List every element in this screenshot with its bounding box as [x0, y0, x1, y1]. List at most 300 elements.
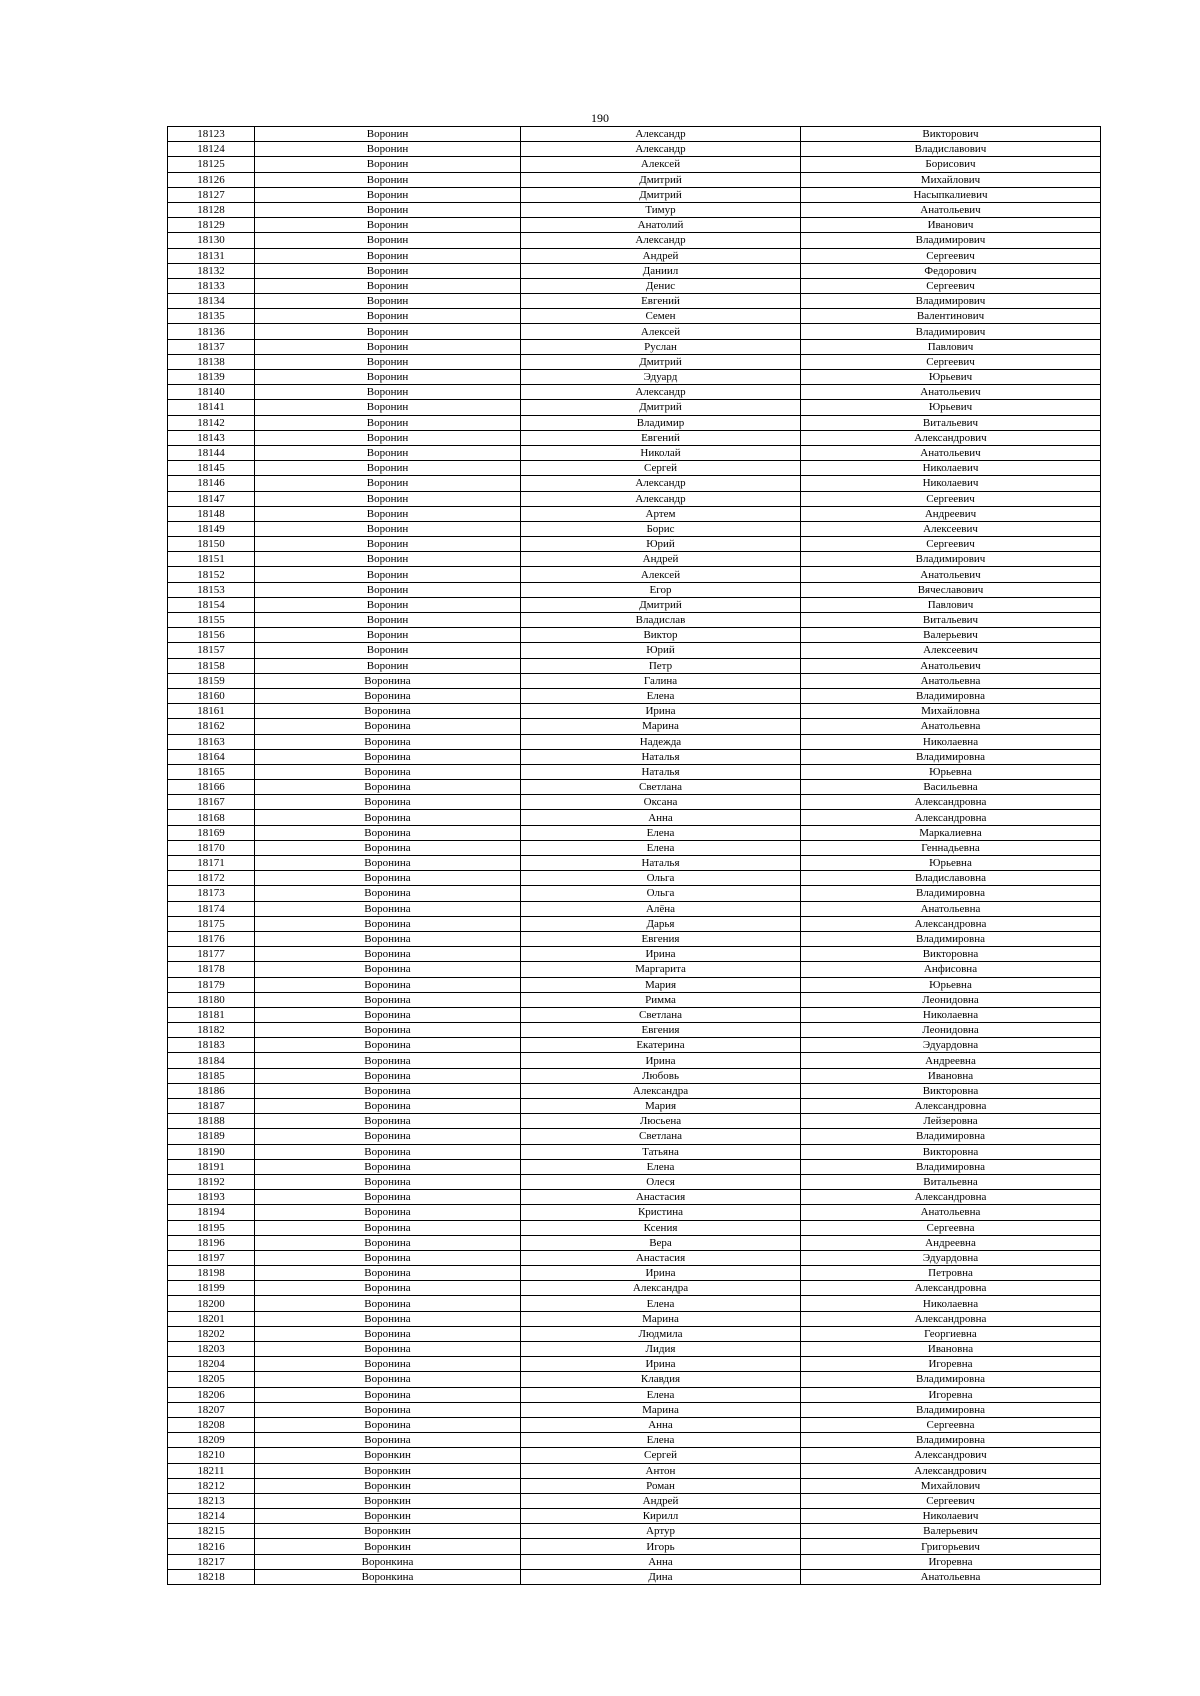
patronymic-cell: Николаевич [801, 476, 1101, 491]
record-number-cell: 18206 [168, 1387, 255, 1402]
first-name-cell: Ирина [521, 704, 801, 719]
surname-cell: Воронина [255, 1311, 521, 1326]
surname-cell: Воронина [255, 1083, 521, 1098]
record-number-cell: 18218 [168, 1569, 255, 1584]
surname-cell: Воронин [255, 187, 521, 202]
first-name-cell: Юрий [521, 643, 801, 658]
surname-cell: Воронин [255, 521, 521, 536]
table-row [168, 248, 1101, 263]
record-number-cell: 18180 [168, 992, 255, 1007]
record-number-cell: 18192 [168, 1174, 255, 1189]
surname-cell: Воронин [255, 643, 521, 658]
table-row [168, 628, 1101, 643]
first-name-cell: Евгения [521, 1023, 801, 1038]
patronymic-cell: Александровна [801, 1190, 1101, 1205]
surname-cell: Воронин [255, 385, 521, 400]
surname-cell: Воронин [255, 461, 521, 476]
record-number-cell: 18191 [168, 1159, 255, 1174]
surname-cell: Воронина [255, 962, 521, 977]
record-number-cell: 18199 [168, 1281, 255, 1296]
record-number-cell: 18159 [168, 673, 255, 688]
table-row [168, 1023, 1101, 1038]
record-number-cell: 18142 [168, 415, 255, 430]
surname-cell: Воронина [255, 947, 521, 962]
table-row [168, 491, 1101, 506]
patronymic-cell: Сергеевич [801, 491, 1101, 506]
surname-cell: Воронкин [255, 1463, 521, 1478]
first-name-cell: Марина [521, 719, 801, 734]
first-name-cell: Олеся [521, 1174, 801, 1189]
table-row [168, 1448, 1101, 1463]
patronymic-cell: Юрьевна [801, 977, 1101, 992]
first-name-cell: Борис [521, 521, 801, 536]
record-number-cell: 18201 [168, 1311, 255, 1326]
first-name-cell: Дмитрий [521, 172, 801, 187]
surname-cell: Воронин [255, 324, 521, 339]
first-name-cell: Кристина [521, 1205, 801, 1220]
first-name-cell: Семен [521, 309, 801, 324]
first-name-cell: Светлана [521, 1007, 801, 1022]
table-row [168, 233, 1101, 248]
table-row [168, 871, 1101, 886]
surname-cell: Воронина [255, 1326, 521, 1341]
first-name-cell: Сергей [521, 461, 801, 476]
first-name-cell: Антон [521, 1463, 801, 1478]
first-name-cell: Александр [521, 476, 801, 491]
table-row [168, 1038, 1101, 1053]
patronymic-cell: Владимировна [801, 931, 1101, 946]
surname-cell: Воронина [255, 1144, 521, 1159]
record-number-cell: 18207 [168, 1402, 255, 1417]
patronymic-cell: Юрьевна [801, 856, 1101, 871]
table-row [168, 1099, 1101, 1114]
first-name-cell: Эдуард [521, 370, 801, 385]
surname-cell: Воронкин [255, 1478, 521, 1493]
first-name-cell: Клавдия [521, 1372, 801, 1387]
table-row [168, 840, 1101, 855]
patronymic-cell: Витальевич [801, 415, 1101, 430]
first-name-cell: Ольга [521, 871, 801, 886]
record-number-cell: 18209 [168, 1433, 255, 1448]
record-number-cell: 18212 [168, 1478, 255, 1493]
patronymic-cell: Игоревна [801, 1357, 1101, 1372]
surname-cell: Воронина [255, 1220, 521, 1235]
table-row [168, 658, 1101, 673]
table-row [168, 324, 1101, 339]
table-row [168, 567, 1101, 582]
table-row [168, 1068, 1101, 1083]
surname-cell: Воронин [255, 506, 521, 521]
table-row [168, 886, 1101, 901]
record-number-cell: 18210 [168, 1448, 255, 1463]
surname-cell: Воронина [255, 810, 521, 825]
table-row [168, 704, 1101, 719]
surname-cell: Воронин [255, 263, 521, 278]
first-name-cell: Марина [521, 1311, 801, 1326]
surname-cell: Воронина [255, 825, 521, 840]
first-name-cell: Мария [521, 977, 801, 992]
table-row [168, 476, 1101, 491]
surname-cell: Воронина [255, 840, 521, 855]
first-name-cell: Анастасия [521, 1250, 801, 1265]
patronymic-cell: Насыпкалиевич [801, 187, 1101, 202]
first-name-cell: Дмитрий [521, 400, 801, 415]
table-row [168, 719, 1101, 734]
record-number-cell: 18124 [168, 142, 255, 157]
first-name-cell: Светлана [521, 1129, 801, 1144]
table-row [168, 1478, 1101, 1493]
surname-cell: Воронина [255, 719, 521, 734]
record-number-cell: 18154 [168, 597, 255, 612]
patronymic-cell: Николаевна [801, 1007, 1101, 1022]
record-number-cell: 18184 [168, 1053, 255, 1068]
first-name-cell: Оксана [521, 795, 801, 810]
record-number-cell: 18205 [168, 1372, 255, 1387]
surname-cell: Воронин [255, 278, 521, 293]
record-number-cell: 18198 [168, 1266, 255, 1281]
surname-cell: Воронин [255, 400, 521, 415]
first-name-cell: Елена [521, 1159, 801, 1174]
patronymic-cell: Эдуардовна [801, 1038, 1101, 1053]
patronymic-cell: Михайловна [801, 704, 1101, 719]
table-row [168, 263, 1101, 278]
patronymic-cell: Сергеевич [801, 248, 1101, 263]
surname-cell: Воронин [255, 233, 521, 248]
table-row [168, 157, 1101, 172]
patronymic-cell: Александровна [801, 1099, 1101, 1114]
record-number-cell: 18144 [168, 445, 255, 460]
table-row [168, 172, 1101, 187]
first-name-cell: Ольга [521, 886, 801, 901]
surname-cell: Воронин [255, 142, 521, 157]
table-row [168, 1053, 1101, 1068]
surname-cell: Воронина [255, 1296, 521, 1311]
surname-cell: Воронина [255, 1235, 521, 1250]
record-number-cell: 18174 [168, 901, 255, 916]
surname-cell: Воронкин [255, 1509, 521, 1524]
surname-cell: Воронин [255, 415, 521, 430]
first-name-cell: Татьяна [521, 1144, 801, 1159]
patronymic-cell: Александрович [801, 1448, 1101, 1463]
table-row [168, 1007, 1101, 1022]
table-row [168, 294, 1101, 309]
patronymic-cell: Витальевна [801, 1174, 1101, 1189]
first-name-cell: Анатолий [521, 218, 801, 233]
patronymic-cell: Ивановна [801, 1342, 1101, 1357]
first-name-cell: Петр [521, 658, 801, 673]
table-row [168, 1296, 1101, 1311]
table-row [168, 1402, 1101, 1417]
record-number-cell: 18153 [168, 582, 255, 597]
patronymic-cell: Петровна [801, 1266, 1101, 1281]
patronymic-cell: Маркалиевна [801, 825, 1101, 840]
first-name-cell: Людмила [521, 1326, 801, 1341]
surname-cell: Воронина [255, 1099, 521, 1114]
surname-cell: Воронина [255, 1038, 521, 1053]
surname-cell: Воронин [255, 582, 521, 597]
record-number-cell: 18136 [168, 324, 255, 339]
table-row [168, 339, 1101, 354]
patronymic-cell: Владиславович [801, 142, 1101, 157]
first-name-cell: Дина [521, 1569, 801, 1584]
first-name-cell: Евгений [521, 294, 801, 309]
table-row [168, 1539, 1101, 1554]
patronymic-cell: Владимировна [801, 1402, 1101, 1417]
surname-cell: Воронина [255, 1387, 521, 1402]
first-name-cell: Артур [521, 1524, 801, 1539]
patronymic-cell: Валентинович [801, 309, 1101, 324]
surname-cell: Воронина [255, 992, 521, 1007]
patronymic-cell: Юрьевна [801, 764, 1101, 779]
first-name-cell: Александра [521, 1281, 801, 1296]
first-name-cell: Елена [521, 1296, 801, 1311]
patronymic-cell: Анатольевна [801, 719, 1101, 734]
patronymic-cell: Леонидовна [801, 1023, 1101, 1038]
record-number-cell: 18211 [168, 1463, 255, 1478]
patronymic-cell: Александровна [801, 916, 1101, 931]
patronymic-cell: Владимировна [801, 749, 1101, 764]
surname-cell: Воронина [255, 1068, 521, 1083]
first-name-cell: Анна [521, 1554, 801, 1569]
first-name-cell: Александр [521, 491, 801, 506]
first-name-cell: Дмитрий [521, 597, 801, 612]
table-row [168, 901, 1101, 916]
table-row [168, 1281, 1101, 1296]
surname-cell: Воронин [255, 430, 521, 445]
patronymic-cell: Валерьевич [801, 628, 1101, 643]
record-number-cell: 18195 [168, 1220, 255, 1235]
surname-cell: Воронина [255, 1174, 521, 1189]
first-name-cell: Даниил [521, 263, 801, 278]
table-row [168, 309, 1101, 324]
patronymic-cell: Ивановна [801, 1068, 1101, 1083]
patronymic-cell: Сергеевна [801, 1417, 1101, 1432]
record-number-cell: 18202 [168, 1326, 255, 1341]
record-number-cell: 18188 [168, 1114, 255, 1129]
table-row [168, 537, 1101, 552]
record-number-cell: 18187 [168, 1099, 255, 1114]
record-number-cell: 18194 [168, 1205, 255, 1220]
record-number-cell: 18128 [168, 202, 255, 217]
surname-cell: Воронин [255, 172, 521, 187]
record-number-cell: 18217 [168, 1554, 255, 1569]
surname-cell: Воронин [255, 552, 521, 567]
patronymic-cell: Александрович [801, 430, 1101, 445]
surname-cell: Воронина [255, 673, 521, 688]
first-name-cell: Артем [521, 506, 801, 521]
surname-cell: Воронин [255, 127, 521, 142]
patronymic-cell: Анатольевич [801, 202, 1101, 217]
table-row [168, 1554, 1101, 1569]
surname-cell: Воронкина [255, 1569, 521, 1584]
surname-cell: Воронина [255, 916, 521, 931]
first-name-cell: Александр [521, 142, 801, 157]
patronymic-cell: Александровна [801, 795, 1101, 810]
surname-cell: Воронина [255, 688, 521, 703]
surname-cell: Воронина [255, 749, 521, 764]
first-name-cell: Ирина [521, 1266, 801, 1281]
record-number-cell: 18157 [168, 643, 255, 658]
record-number-cell: 18132 [168, 263, 255, 278]
patronymic-cell: Анфисовна [801, 962, 1101, 977]
record-number-cell: 18163 [168, 734, 255, 749]
table-row [168, 506, 1101, 521]
table-row [168, 278, 1101, 293]
table-row [168, 1174, 1101, 1189]
record-number-cell: 18186 [168, 1083, 255, 1098]
first-name-cell: Елена [521, 1433, 801, 1448]
table-row [168, 582, 1101, 597]
first-name-cell: Елена [521, 688, 801, 703]
surname-cell: Воронин [255, 445, 521, 460]
surname-cell: Воронин [255, 370, 521, 385]
record-number-cell: 18181 [168, 1007, 255, 1022]
table-row [168, 521, 1101, 536]
first-name-cell: Евгения [521, 931, 801, 946]
patronymic-cell: Владимировна [801, 886, 1101, 901]
table-row [168, 385, 1101, 400]
patronymic-cell: Анатольевич [801, 445, 1101, 460]
registry-rows [168, 127, 1101, 1585]
table-row [168, 1266, 1101, 1281]
surname-cell: Воронина [255, 1190, 521, 1205]
record-number-cell: 18182 [168, 1023, 255, 1038]
record-number-cell: 18126 [168, 172, 255, 187]
table-row [168, 1509, 1101, 1524]
first-name-cell: Елена [521, 840, 801, 855]
table-row [168, 795, 1101, 810]
table-row [168, 931, 1101, 946]
record-number-cell: 18133 [168, 278, 255, 293]
surname-cell: Воронина [255, 1417, 521, 1432]
record-number-cell: 18173 [168, 886, 255, 901]
registry-table [167, 126, 1101, 1585]
surname-cell: Воронина [255, 931, 521, 946]
first-name-cell: Мария [521, 1099, 801, 1114]
record-number-cell: 18200 [168, 1296, 255, 1311]
record-number-cell: 18166 [168, 780, 255, 795]
patronymic-cell: Николаевна [801, 1296, 1101, 1311]
patronymic-cell: Иванович [801, 218, 1101, 233]
first-name-cell: Роман [521, 1478, 801, 1493]
first-name-cell: Любовь [521, 1068, 801, 1083]
table-row [168, 1433, 1101, 1448]
table-row [168, 947, 1101, 962]
patronymic-cell: Васильевна [801, 780, 1101, 795]
surname-cell: Воронин [255, 309, 521, 324]
patronymic-cell: Анатольевна [801, 1569, 1101, 1584]
surname-cell: Воронкин [255, 1524, 521, 1539]
patronymic-cell: Анатольевич [801, 385, 1101, 400]
record-number-cell: 18197 [168, 1250, 255, 1265]
first-name-cell: Александр [521, 385, 801, 400]
record-number-cell: 18145 [168, 461, 255, 476]
patronymic-cell: Викторовна [801, 1083, 1101, 1098]
first-name-cell: Алексей [521, 324, 801, 339]
surname-cell: Воронин [255, 248, 521, 263]
patronymic-cell: Алексеевич [801, 643, 1101, 658]
record-number-cell: 18203 [168, 1342, 255, 1357]
table-row [168, 1311, 1101, 1326]
page-number: 190 [591, 111, 609, 125]
first-name-cell: Алексей [521, 157, 801, 172]
first-name-cell: Вера [521, 1235, 801, 1250]
table-row [168, 354, 1101, 369]
patronymic-cell: Владимировна [801, 1433, 1101, 1448]
patronymic-cell: Валерьевич [801, 1524, 1101, 1539]
record-number-cell: 18160 [168, 688, 255, 703]
record-number-cell: 18149 [168, 521, 255, 536]
patronymic-cell: Сергеевна [801, 1220, 1101, 1235]
patronymic-cell: Игоревна [801, 1554, 1101, 1569]
surname-cell: Воронин [255, 354, 521, 369]
record-number-cell: 18165 [168, 764, 255, 779]
first-name-cell: Лидия [521, 1342, 801, 1357]
surname-cell: Воронина [255, 704, 521, 719]
patronymic-cell: Павлович [801, 339, 1101, 354]
table-row [168, 1372, 1101, 1387]
patronymic-cell: Эдуардовна [801, 1250, 1101, 1265]
patronymic-cell: Анатольевич [801, 567, 1101, 582]
table-row [168, 461, 1101, 476]
table-row [168, 142, 1101, 157]
record-number-cell: 18172 [168, 871, 255, 886]
first-name-cell: Люсьена [521, 1114, 801, 1129]
patronymic-cell: Юрьевич [801, 400, 1101, 415]
first-name-cell: Ирина [521, 947, 801, 962]
surname-cell: Воронин [255, 491, 521, 506]
record-number-cell: 18190 [168, 1144, 255, 1159]
patronymic-cell: Андреевна [801, 1235, 1101, 1250]
table-row [168, 734, 1101, 749]
surname-cell: Воронин [255, 476, 521, 491]
surname-cell: Воронина [255, 1357, 521, 1372]
record-number-cell: 18161 [168, 704, 255, 719]
table-row [168, 749, 1101, 764]
surname-cell: Воронина [255, 1402, 521, 1417]
patronymic-cell: Николаевич [801, 1509, 1101, 1524]
table-row [168, 780, 1101, 795]
table-row [168, 1144, 1101, 1159]
record-number-cell: 18168 [168, 810, 255, 825]
patronymic-cell: Борисович [801, 157, 1101, 172]
table-row [168, 415, 1101, 430]
surname-cell: Воронин [255, 157, 521, 172]
first-name-cell: Андрей [521, 552, 801, 567]
surname-cell: Воронина [255, 977, 521, 992]
table-row [168, 1250, 1101, 1265]
first-name-cell: Светлана [521, 780, 801, 795]
first-name-cell: Марина [521, 1402, 801, 1417]
record-number-cell: 18148 [168, 506, 255, 521]
surname-cell: Воронин [255, 218, 521, 233]
surname-cell: Воронина [255, 1281, 521, 1296]
patronymic-cell: Сергеевич [801, 354, 1101, 369]
patronymic-cell: Викторовна [801, 1144, 1101, 1159]
patronymic-cell: Николаевич [801, 461, 1101, 476]
surname-cell: Воронин [255, 613, 521, 628]
record-number-cell: 18171 [168, 856, 255, 871]
surname-cell: Воронина [255, 1053, 521, 1068]
first-name-cell: Александра [521, 1083, 801, 1098]
first-name-cell: Александр [521, 233, 801, 248]
patronymic-cell: Викторович [801, 127, 1101, 142]
table-row [168, 916, 1101, 931]
first-name-cell: Елена [521, 825, 801, 840]
surname-cell: Воронин [255, 537, 521, 552]
surname-cell: Воронина [255, 1023, 521, 1038]
surname-cell: Воронина [255, 1007, 521, 1022]
